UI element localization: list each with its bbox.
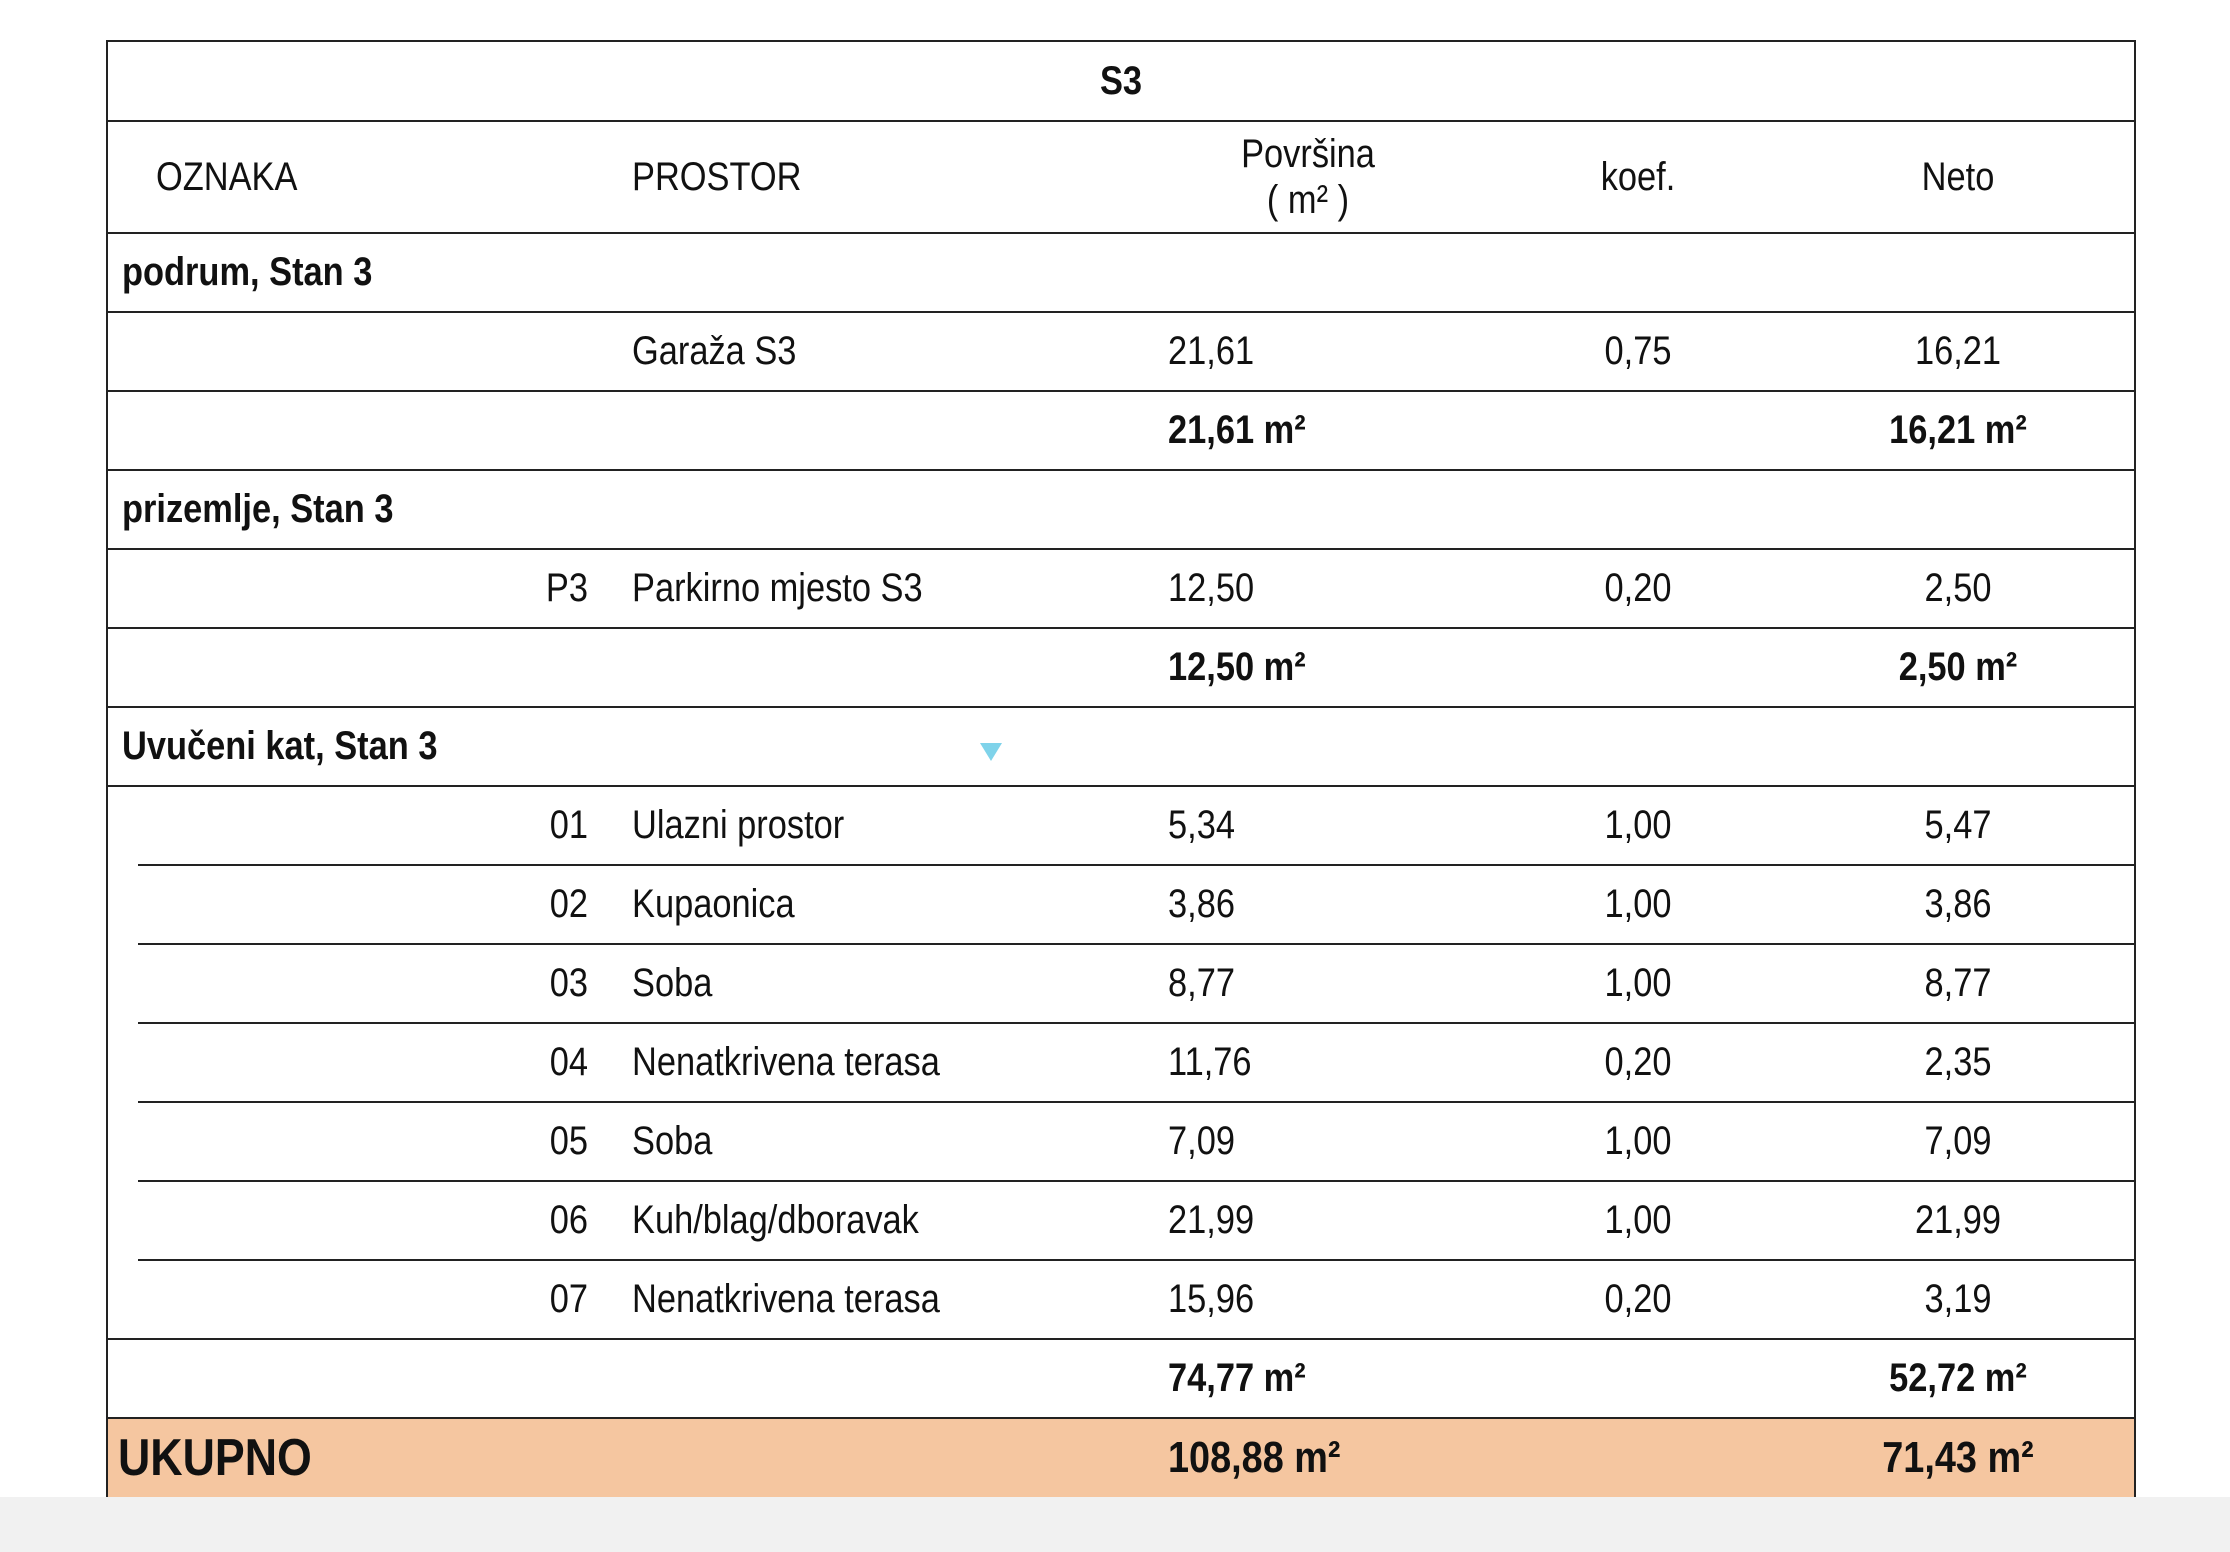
table-row xyxy=(108,787,2134,864)
cell-oznaka: 01 xyxy=(549,803,588,847)
table-title-row xyxy=(108,42,2134,120)
cell-koef: 0,20 xyxy=(1604,1040,1672,1084)
cell-povrsina: 15,96 xyxy=(1168,1277,1255,1321)
dropdown-marker-icon xyxy=(980,743,1002,761)
section-label: podrum, Stan 3 xyxy=(122,250,373,294)
cell-neto: 3,19 xyxy=(1924,1277,1992,1321)
cell-prostor: Kuh/blag/dboravak xyxy=(632,1198,919,1242)
section-label: Uvučeni kat, Stan 3 xyxy=(122,724,438,768)
cell-koef: 1,00 xyxy=(1604,882,1672,926)
subtotal-row xyxy=(108,629,2134,706)
cell-prostor: Kupaonica xyxy=(632,882,795,926)
subtotal-neto: 16,21 m² xyxy=(1889,408,2027,452)
cell-oznaka: 03 xyxy=(549,961,588,1005)
cell-povrsina: 5,34 xyxy=(1168,803,1235,847)
cell-povrsina: 8,77 xyxy=(1168,961,1235,1005)
cell-povrsina: 21,99 xyxy=(1168,1198,1255,1242)
header-povrsina xyxy=(1179,122,1437,232)
cell-oznaka: 02 xyxy=(549,882,588,926)
header-povrsina-label: Površina xyxy=(1241,132,1375,176)
cell-oznaka: 06 xyxy=(549,1198,588,1242)
cell-prostor: Nenatkrivena terasa xyxy=(632,1277,940,1321)
subtotal-neto: 52,72 m² xyxy=(1889,1356,2027,1400)
cell-oznaka: 05 xyxy=(549,1119,588,1163)
cell-oznaka: 07 xyxy=(549,1277,588,1321)
table-title: S3 xyxy=(1099,58,1143,103)
page-bottom-strip xyxy=(0,1497,2230,1552)
cell-prostor: Parkirno mjesto S3 xyxy=(632,566,923,610)
header-povrsina-unit: ( m² ) xyxy=(1266,178,1350,222)
cell-povrsina: 21,61 xyxy=(1168,329,1255,373)
header-oznaka: OZNAKA xyxy=(156,154,298,199)
header-prostor: PROSTOR xyxy=(632,154,802,199)
total-row xyxy=(108,1419,2134,1497)
cell-povrsina: 11,76 xyxy=(1168,1040,1252,1084)
cell-oznaka: 04 xyxy=(549,1040,588,1084)
subtotal-row xyxy=(108,1340,2134,1417)
cell-povrsina: 12,50 xyxy=(1168,566,1255,610)
table-row xyxy=(108,866,2134,943)
table-row xyxy=(108,550,2134,627)
cell-prostor: Ulazni prostor xyxy=(632,803,845,847)
area-table xyxy=(106,40,2136,1497)
cell-koef: 1,00 xyxy=(1604,1119,1672,1163)
cell-oznaka: P3 xyxy=(545,566,588,610)
table-row xyxy=(108,1024,2134,1101)
cell-koef: 0,20 xyxy=(1604,566,1672,610)
cell-prostor: Nenatkrivena terasa xyxy=(632,1040,940,1084)
header-koef: koef. xyxy=(1600,154,1676,199)
table-row xyxy=(108,1261,2134,1338)
section-label-row xyxy=(108,471,2134,548)
cell-koef: 0,75 xyxy=(1604,329,1672,373)
section-label-row xyxy=(108,234,2134,311)
subtotal-row xyxy=(108,392,2134,469)
subtotal-povrsina: 12,50 m² xyxy=(1168,645,1306,689)
cell-neto: 21,99 xyxy=(1914,1198,2002,1242)
cell-neto: 3,86 xyxy=(1924,882,1992,926)
cell-koef: 1,00 xyxy=(1604,1198,1672,1242)
table-row xyxy=(108,1103,2134,1180)
total-neto: 71,43 m² xyxy=(1882,1433,2034,1482)
cell-koef: 1,00 xyxy=(1604,961,1672,1005)
section-label-row xyxy=(108,708,2134,785)
section-label: prizemlje, Stan 3 xyxy=(122,487,394,531)
cell-neto: 2,50 xyxy=(1924,566,1992,610)
header-neto: Neto xyxy=(1921,154,1995,199)
cell-neto: 8,77 xyxy=(1924,961,1992,1005)
subtotal-povrsina: 21,61 m² xyxy=(1168,408,1306,452)
cell-oznaka xyxy=(502,313,588,390)
cell-povrsina: 7,09 xyxy=(1168,1119,1235,1163)
cell-neto: 2,35 xyxy=(1924,1040,1992,1084)
subtotal-povrsina: 74,77 m² xyxy=(1168,1356,1306,1400)
cell-neto: 7,09 xyxy=(1924,1119,1992,1163)
table-row xyxy=(108,313,2134,390)
subtotal-neto: 2,50 m² xyxy=(1898,645,2018,689)
total-povrsina: 108,88 m² xyxy=(1168,1433,1341,1482)
cell-povrsina: 3,86 xyxy=(1168,882,1235,926)
cell-koef: 1,00 xyxy=(1604,803,1672,847)
cell-prostor: Soba xyxy=(632,961,713,1005)
cell-koef: 0,20 xyxy=(1604,1277,1672,1321)
table-row xyxy=(108,1182,2134,1259)
cell-prostor: Garaža S3 xyxy=(632,329,797,373)
cell-prostor: Soba xyxy=(632,1119,713,1163)
cell-neto: 16,21 xyxy=(1914,329,2002,373)
table-row xyxy=(108,945,2134,1022)
total-label: UKUPNO xyxy=(118,1429,312,1487)
cell-neto: 5,47 xyxy=(1924,803,1992,847)
header-row xyxy=(108,122,2134,232)
